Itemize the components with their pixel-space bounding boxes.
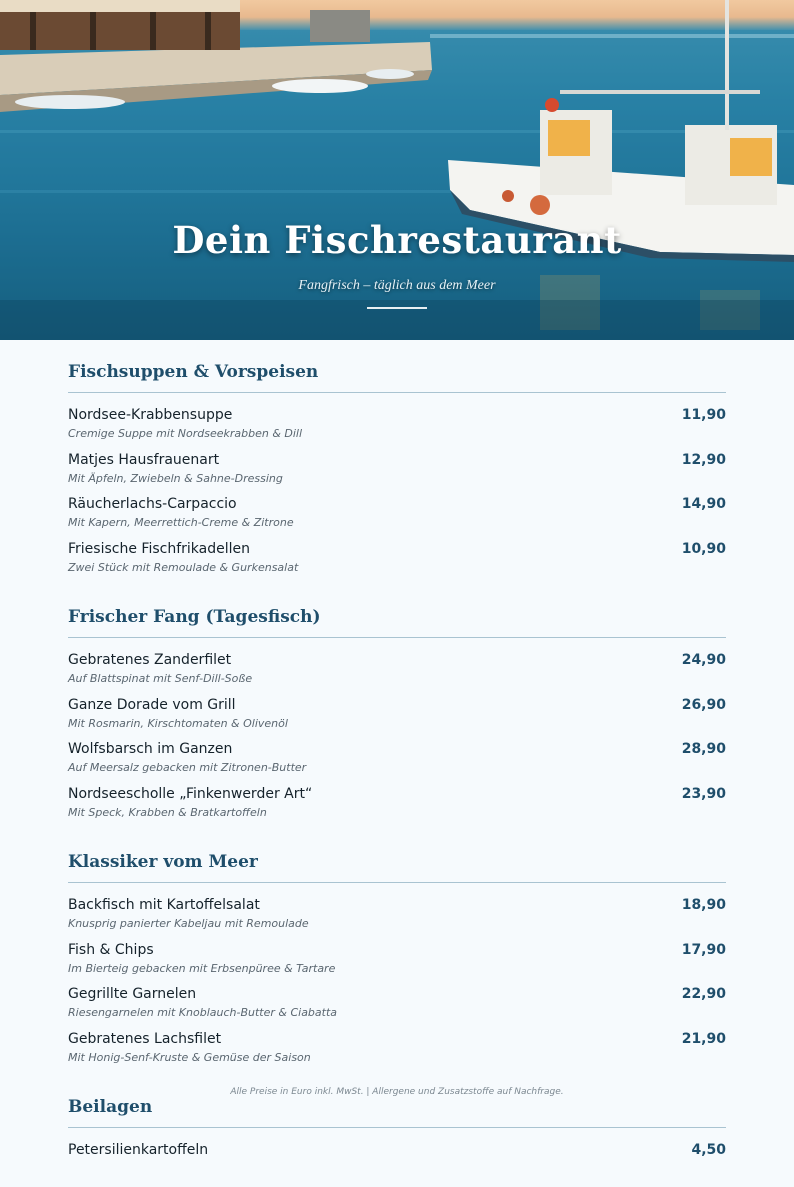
item-description: Zwei Stück mit Remoulade & Gurkensalat bbox=[68, 560, 299, 574]
item-price: 28,90 bbox=[681, 741, 726, 757]
item-price: 26,90 bbox=[681, 696, 726, 713]
item-description: Mit Kapern, Meerrettich-Creme & Zitrone bbox=[68, 516, 294, 529]
item-name: Matjes Hausfrauenart bbox=[68, 451, 220, 468]
item-description: Auf Meersalz gebacken mit Zitronen-Butter bbox=[68, 761, 307, 774]
item-price: 12,90 bbox=[681, 451, 726, 468]
menu-item bbox=[68, 1142, 726, 1187]
item-price: 14,90 bbox=[681, 496, 726, 512]
menu-item bbox=[68, 452, 726, 497]
item-price: 4,50 bbox=[691, 1142, 726, 1158]
menu-item bbox=[68, 1031, 726, 1076]
item-name: Gebratenes Zanderfilet bbox=[68, 652, 232, 668]
item-name: Petersilienkartoffeln bbox=[68, 1142, 209, 1158]
item-price: 23,90 bbox=[681, 785, 726, 802]
menu-item bbox=[68, 741, 726, 786]
menu-item bbox=[68, 986, 726, 1031]
section-title: Beilagen bbox=[68, 1097, 153, 1117]
item-description: Riesengarnelen mit Knoblauch-Butter & Ciabatta bbox=[68, 1006, 338, 1019]
menu-item bbox=[68, 897, 726, 942]
menu-section-klassiker bbox=[68, 830, 726, 1075]
item-description: Mit Speck, Krabben & Bratkartoffeln bbox=[68, 805, 267, 819]
item-price: 24,90 bbox=[681, 652, 726, 668]
menu-item bbox=[68, 786, 726, 831]
item-price: 18,90 bbox=[681, 897, 726, 913]
item-name: Räucherlachs-Carpaccio bbox=[68, 496, 237, 512]
section-divider bbox=[68, 392, 726, 393]
menu-item bbox=[68, 652, 726, 697]
menu-item bbox=[68, 697, 726, 742]
item-price: 17,90 bbox=[681, 941, 726, 958]
price-footnote: Alle Preise in Euro inkl. MwSt. | Allergene und Zusatzstoffe auf Nachfrage. bbox=[230, 1087, 564, 1097]
item-description: Knusprig panierter Kabeljau mit Remoulade bbox=[68, 917, 309, 930]
item-name: Nordseescholle „Finkenwerder Art“ bbox=[68, 785, 313, 802]
menu-item bbox=[68, 496, 726, 541]
item-name: Gebratenes Lachsfilet bbox=[68, 1030, 222, 1047]
item-description: Cremige Suppe mit Nordseekrabben & Dill bbox=[68, 427, 303, 440]
item-price: 10,90 bbox=[681, 540, 726, 557]
section-title: Klassiker vom Meer bbox=[68, 852, 258, 872]
item-name: Fish & Chips bbox=[68, 941, 154, 958]
menu-section-tagesfisch bbox=[68, 585, 726, 830]
item-name: Friesische Fischfrikadellen bbox=[68, 540, 250, 557]
section-title: Fischsuppen & Vorspeisen bbox=[68, 362, 319, 382]
menu-item bbox=[68, 942, 726, 987]
item-description: Mit Rosmarin, Kirschtomaten & Olivenöl bbox=[68, 716, 288, 730]
item-description: Mit Äpfeln, Zwiebeln & Sahne-Dressing bbox=[68, 471, 283, 485]
item-name: Wolfsbarsch im Ganzen bbox=[68, 741, 233, 757]
section-title: Frischer Fang (Tagesfisch) bbox=[68, 607, 321, 627]
section-divider bbox=[68, 882, 726, 883]
item-description: Im Bierteig gebacken mit Erbsenpüree & Tartare bbox=[68, 961, 336, 975]
menu-content bbox=[68, 340, 726, 1187]
item-price: 22,90 bbox=[681, 986, 726, 1002]
menu-section-vorspeisen bbox=[68, 340, 726, 585]
item-price: 21,90 bbox=[681, 1030, 726, 1047]
menu-item bbox=[68, 541, 726, 586]
section-divider bbox=[68, 637, 726, 638]
menu-item bbox=[68, 407, 726, 452]
item-name: Ganze Dorade vom Grill bbox=[68, 696, 236, 713]
item-price: 11,90 bbox=[681, 407, 726, 423]
hero-banner bbox=[0, 0, 794, 340]
restaurant-subtitle: Fangfrisch – täglich aus dem Meer bbox=[298, 278, 496, 293]
item-name: Backfisch mit Kartoffelsalat bbox=[68, 897, 260, 913]
restaurant-title: Dein Fischrestaurant bbox=[172, 218, 622, 262]
item-name: Gegrillte Garnelen bbox=[68, 986, 197, 1002]
item-description: Auf Blattspinat mit Senf-Dill-Soße bbox=[68, 672, 253, 685]
title-divider bbox=[367, 307, 427, 309]
section-divider bbox=[68, 1127, 726, 1128]
item-name: Nordsee-Krabbensuppe bbox=[68, 407, 233, 423]
item-description: Mit Honig-Senf-Kruste & Gemüse der Saison bbox=[68, 1050, 311, 1064]
